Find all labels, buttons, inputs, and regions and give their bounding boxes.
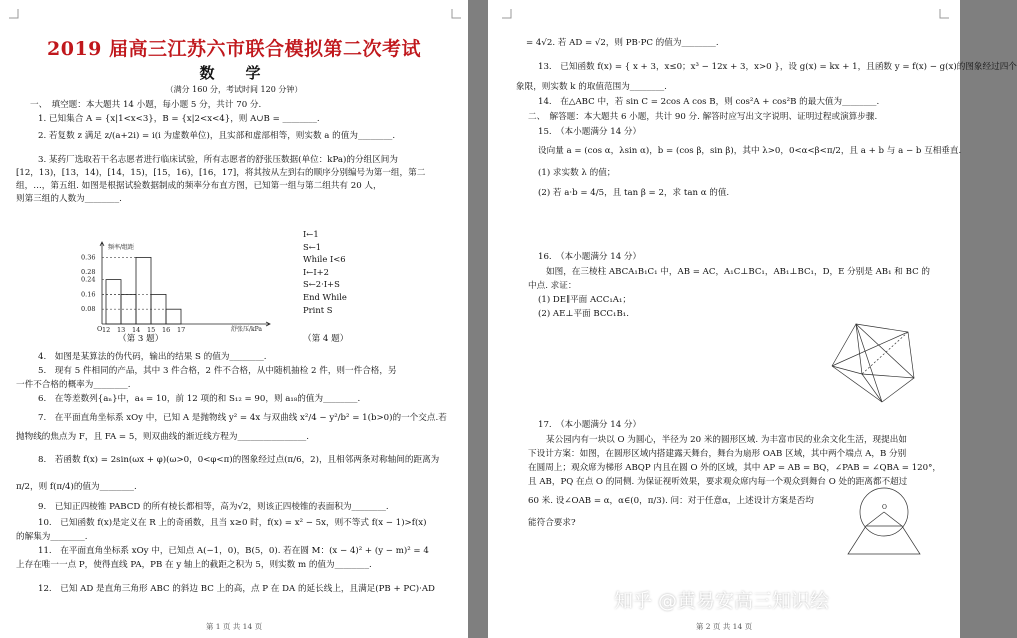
question-3-line-3: 组，…，第五组. 如图是根据试验数据制成的频率分布直方图，已知第一组与第二组共有 20 人， [16,181,382,191]
watermark-text: 知乎 @黄易安高三知识绘 [614,590,830,612]
code-line: S←1 [303,241,322,252]
svg-text:O: O [882,504,887,511]
question-17-line-1: 某公园内有一块以 O 为圆心，半径为 20 米的圆形区域. 为丰富市民的业余文化生活，现提出如 [546,435,907,445]
question-11-line-2: 上存在唯一一点 P，使得直线 PA，PB 在 y 轴上的截距之积为 5，则实数 m 的值为________. [16,560,372,570]
exam-info: （满分 160 分，考试时间 120 分钟） [165,85,303,94]
x-tick-label: 13 [117,326,126,334]
stage-figure [844,478,924,558]
figure-4-caption: （第 4 题） [303,334,349,344]
question-5-line-2: 一件不合格的概率为________. [16,380,131,390]
question-17-line-3: 在圆周上；观众席为梯形 ABQP 内且在圆 O 外的区域，其中 AP = AB = BQ，∠PAB = ∠QBA = 120°， [528,463,942,473]
question-3-line-1: 3. 某药厂选取若干名志愿者进行临床试验，所有志愿者的舒张压数据(单位：kPa)的分组区间为 [38,155,398,165]
corner-mark [940,9,949,18]
x-tick-label: 15 [147,326,156,334]
y-axis [100,242,104,324]
question-7-line-2: 抛物线的焦点为 F，且 FA = 5，则双曲线的渐近线方程为________________. [16,432,309,442]
question-12-continued: = 4√2. 若 AD = √2，则 PB·PC 的值为________. [526,38,719,48]
y-tick-label: 0.24 [81,275,96,284]
code-line: While I<6 [303,254,346,265]
question-17-line-4: 且 AB，PQ 在点 O 的同侧. 为保证视听效果，要求观众席内每一个观众到舞台 O 处的距离都不超过 [528,477,908,487]
question-10-line-1: 10. 已知函数 f(x)是定义在 R 上的奇函数，且当 x≥0 时，f(x) = x² − 5x，则不等式 f(x − 1)>f(x) [38,518,427,528]
question-15-line-1: 设向量 a = (cos α，λsin α)，b = (cos β，sin β)，其中 λ>0，0<α<β<π/2，且 a + b 与 a − b 互相垂直. [538,146,962,156]
x-tick-label: 17 [177,326,186,334]
histogram-bar [136,257,151,324]
question-15-part-1: (1) 求实数 λ 的值； [538,168,616,178]
question-16-part-1: (1) DE∥平面 ACC₁A₁； [538,295,632,305]
y-tick-label: 0.28 [81,268,96,277]
question-11-line-1: 11. 在平面直角坐标系 xOy 中，已知点 A(−1，0)，B(5，0). 若在圆 M：(x − 4)² + (y − m)² = 4 [38,546,429,556]
histogram-chart [80,240,280,340]
question-3-line-2: [12，13)，[13，14)，[14，15)，[15，16)，[16，17]，将其按从左到右的顺序分别编号为第一组，第二 [16,168,426,178]
question-16-part-2: (2) AE⊥平面 BCC₁B₁. [538,309,629,319]
section-2-heading: 二、 解答题：本大题共 6 小题，共计 90 分. 解答时应写出文字说明、证明过程或演算步骤. [528,112,878,122]
question-15-heading: 15. （本小题满分 14 分） [538,127,642,137]
page-footer: 第 2 页 共 14 页 [695,622,753,631]
page-footer: 第 1 页 共 14 页 [205,622,263,631]
code-line: Print S [303,304,333,315]
y-tick-label: 0.16 [81,290,96,299]
question-16-line-1: 如图，在三棱柱 ABCA₁B₁C₁ 中，AB = AC，A₁C⊥BC₁，AB₁⊥BC₁，D，E 分别是 AB₁ 和 BC 的 [546,267,930,277]
question-4: 4. 如图是某算法的伪代码，输出的结果 S 的值为________. [38,352,267,362]
pseudocode [303,228,347,316]
question-1: 1. 已知集合 A = {x|1<x<3}，B = {x|2<x<4}，则 A∪B = ________. [38,114,320,124]
question-8-line-2: π/2，则 f(π/4)的值为________. [16,482,137,492]
x-tick-label: 16 [162,326,171,334]
question-17-heading: 17. （本小题满分 14 分） [538,420,642,430]
corner-mark [9,9,18,18]
code-line: End While [303,291,347,302]
histogram-bar [106,280,121,324]
y-tick-label: 0.08 [81,305,96,314]
page-1 [0,0,468,638]
figure-3-caption: （第 3 题） [118,334,164,344]
question-16-line-2: 中点. 求证： [528,281,577,291]
question-9: 9. 已知正四棱锥 PABCD 的所有棱长都相等，高为√2，则该正四棱锥的表面积为________. [38,502,389,512]
histogram-ylabel: 频率/组距 [108,244,135,251]
question-2: 2. 若复数 z 满足 z/(a+2i) = i(i 为虚数单位)，且实部和虚部相等，则实数 a 的值为________. [38,131,396,141]
section-1-heading: 一、 填空题：本大题共 14 小题，每小题 5 分，共计 70 分. [30,100,262,110]
question-17-line-6: 能符合要求? [528,518,576,528]
question-8-line-1: 8. 若函数 f(x) = 2sin(ωx + φ)(ω>0，0<φ<π)的图象经过点(π/6，2)，且相邻两条对称轴间的距离为 [38,455,440,465]
y-tick-label: 0.36 [81,253,96,262]
exam-title: 2019 届高三江苏六市联合模拟第二次考试 [47,38,421,60]
question-17-line-2: 下设计方案：如图，在圆形区域内搭建露天舞台，舞台为扇形 OAB 区域，其中两个端点 A，B 分别 [528,449,907,459]
question-12: 12. 已知 AD 是直角三角形 ABC 的斜边 BC 上的高，点 P 在 DA 的延长线上，且满足(PB + PC)·AD [38,584,435,594]
x-tick-label: 14 [132,326,141,334]
question-6: 6. 在等差数列{aₙ}中，a₄ = 10，前 12 项的和 S₁₂ = 90，则 a₁₈的值为________. [38,394,361,404]
corner-mark [452,9,461,18]
question-10-line-2: 的解集为________. [16,532,88,542]
x-tick-label: 12 [102,326,111,334]
histogram-origin: O [97,325,103,333]
subject-heading: 数 学 [199,64,269,82]
question-13-line-2: 象限，则实数 k 的取值范围为________. [516,82,667,92]
corner-mark [502,9,511,18]
code-line: S←2·I+S [303,279,340,290]
question-14: 14. 在△ABC 中，若 sin C = 2cos A cos B，则 cos²A + cos²B 的最大值为________. [538,97,880,107]
histogram-bar [166,309,181,324]
question-3-line-4: 则第三组的人数为________. [16,194,122,204]
question-5-line-1: 5. 现有 5 件相同的产品，其中 3 件合格，2 件不合格，从中随机抽检 2 件，则一件合格，另 [38,366,397,376]
prism-figure [828,318,918,408]
code-line: I←1 [303,229,319,239]
question-15-part-2: (2) 若 a·b = 4/5，且 tan β = 2，求 tan α 的值. [538,188,730,198]
question-17-line-5: 60 米. 设∠OAB = α，α∈(0，π/3). 问：对于任意α，上述设计方案是否均 [528,496,814,506]
histogram-xlabel: 舒张压/kPa [231,326,263,333]
code-line: I←I+2 [303,266,329,277]
question-16-heading: 16. （本小题满分 14 分） [538,252,642,262]
question-13-line-1: 13. 已知函数 f(x) = { x + 3，x≤0；x³ − 12x + 3，x>0 }，设 g(x) = kx + 1，且函数 y = f(x) − g(x)的图象经过四个 [538,62,1017,72]
page-2 [488,0,1017,638]
question-7-line-1: 7. 在平面直角坐标系 xOy 中，已知 A 是抛物线 y² = 4x 与双曲线 x²/4 − y²/b² = 1(b>0)的一个交点.若 [38,413,447,423]
